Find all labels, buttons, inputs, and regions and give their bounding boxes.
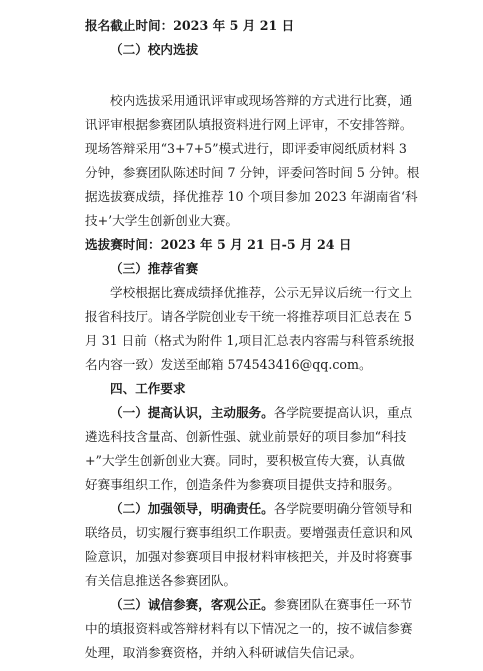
subheading-integrity: （三）诚信参赛，客观公正。 xyxy=(110,597,274,612)
paragraph-line: 据选拔赛成绩，择优推荐 10 个项目参加 2023 年湖南省‘科 xyxy=(85,189,418,204)
paragraph-line: 分钟，参赛团队陈述时间 7 分钟，评委问答时间 5 分钟。根 xyxy=(85,165,420,180)
section-heading-recommend-provincial: （三）推荐省赛 xyxy=(110,261,199,276)
paragraph-line: 联络员，切实履行赛事组织工作职责。要增强责任意识和风 xyxy=(85,525,413,540)
paragraph-line: （二）加强领导，明确责任。各学院要明确分管领导和 xyxy=(110,501,413,516)
selection-time: 选拔赛时间：2023 年 5 月 21 日-5 月 24 日 xyxy=(85,237,352,252)
paragraph-line: 学校根据比赛成绩择优推荐，公示无异议后统一行文上 xyxy=(110,285,413,300)
section-heading-campus-selection: （二）校内选拔 xyxy=(110,42,199,57)
paragraph-line: 处理，取消参赛资格，并纳入科研诚信失信记录。 xyxy=(85,645,363,660)
paragraph-line: +”大学生创新创业大赛。同时，要积极宣传大赛，认真做 xyxy=(85,453,405,468)
paragraph-line: 险意识，加强对参赛项目申报材料审核把关，并及时将赛事 xyxy=(85,549,413,564)
paragraph-line: （一）提高认识，主动服务。各学院要提高认识，重点 xyxy=(110,405,413,420)
paragraph-line: 遴选科技含量高、创新性强、就业前景好的项目参加“科技 xyxy=(85,429,407,444)
paragraph-line: 好赛事组织工作，创造条件为参赛项目提供支持和服务。 xyxy=(85,477,400,492)
paragraph-line: 校内选拔采用通讯评审或现场答辩的方式进行比赛，通 xyxy=(110,93,413,108)
section-heading-work-requirements: 四、工作要求 xyxy=(110,381,186,396)
paragraph-line: 报省科技厅。请各学院创业专干统一将推荐项目汇总表在 5 xyxy=(85,309,412,324)
subheading-raise-awareness: （一）提高认识，主动服务。 xyxy=(110,405,274,420)
paragraph-line: 有关信息推送各参赛团队。 xyxy=(85,573,237,588)
paragraph-line-email: 名内容一致）发送至邮箱 574543416@qq.com。 xyxy=(85,357,372,372)
registration-deadline: 报名截止时间：2023 年 5 月 21 日 xyxy=(85,18,295,33)
subheading-strengthen-leadership: （二）加强领导，明确责任。 xyxy=(110,501,274,516)
paragraph-line: 现场答辩采用“3+7+5”模式进行，即评委审阅纸质材料 3 xyxy=(85,141,407,156)
paragraph-line: 技+’大学生创新创业大赛。 xyxy=(85,213,239,228)
paragraph-line: 中的填报资料或答辩材料有以下情况之一的，按不诚信参赛 xyxy=(85,621,413,636)
paragraph-line: 讯评审根据参赛团队填报资料进行网上评审，不安排答辩。 xyxy=(85,117,413,132)
paragraph-line: （三）诚信参赛，客观公正。参赛团队在赛事任一环节 xyxy=(110,597,413,612)
paragraph-line: 月 31 日前（格式为附件 1,项目汇总表内容需与科管系统报 xyxy=(85,333,415,348)
